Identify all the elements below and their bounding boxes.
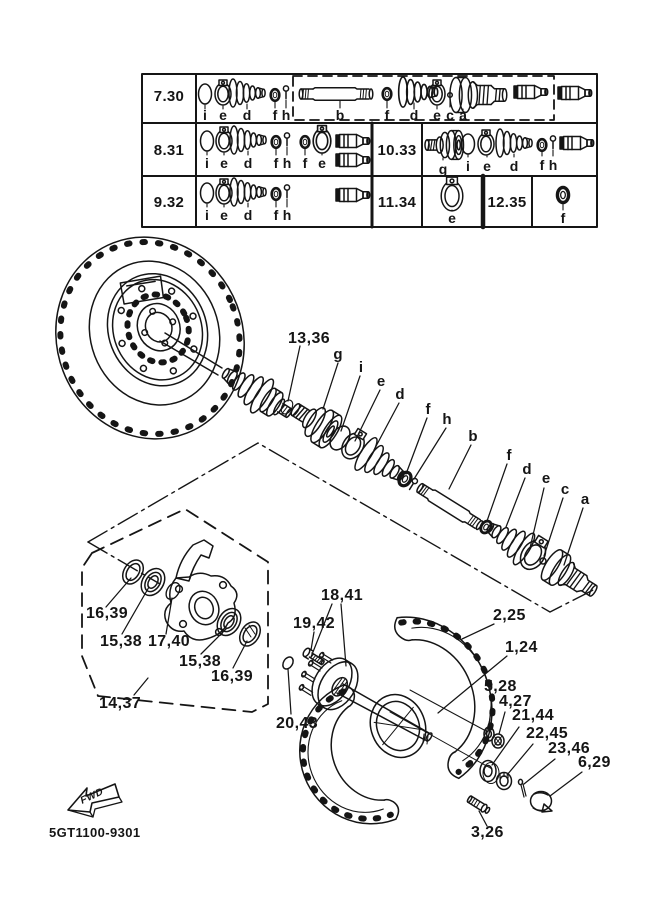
part-letter: h [282,207,292,223]
part-letter: d [509,158,519,174]
axle-letter-f: f [425,401,431,418]
callout-16-39: 16,39 [86,605,129,622]
part-letter: e [220,207,228,223]
fwd-label: FWD [79,785,105,808]
callout-14-37: 14,37 [99,695,142,712]
part-letter: e [483,158,491,174]
part-letter: f [302,155,308,171]
part-letter: f [384,107,390,123]
table-row1-parts [199,77,592,113]
callout-2-25: 2,25 [493,607,526,624]
axle-letter-d2: d [522,461,532,478]
drive-axle-outer-parts [415,482,604,607]
cotter-pin-23-46 [519,779,527,797]
part-letter: e [220,155,228,171]
axle-letter-c: c [560,481,570,498]
axle-letter-e2: e [541,470,551,487]
axle-letter-g: g [333,346,343,363]
part-letter: e [318,155,326,171]
valve-stem [466,795,491,815]
steering-knuckle [165,540,237,640]
callout-3-26: 3,26 [471,824,504,841]
part-letter: f [272,107,278,123]
part-letter: b [335,107,345,123]
callout-22-45: 22,45 [526,725,569,742]
wheel-studs [294,649,333,696]
table-ref-11-34: 11.34 [377,194,417,211]
axle-letter-h: h [442,411,452,428]
table-ref-9-32: 9.32 [153,194,185,211]
table-ref-8-31: 8.31 [153,142,185,159]
front-wheel-brake-disc [27,209,274,466]
callout-16-39-b: 16,39 [211,668,254,685]
callout-15-38-b: 15,38 [179,653,222,670]
drawing-code: 5GT1100-9301 [49,825,141,840]
table-ref-10-33: 10.33 [377,142,417,159]
callout-5-28: 5,28 [484,678,517,695]
callout-17-40: 17,40 [148,633,191,650]
part-letter: h [281,107,291,123]
part-letter: d [242,107,252,123]
table-ref-12-35: 12.35 [487,194,527,211]
callout-23-46: 23,46 [548,740,591,757]
callout-1-24: 1,24 [505,639,538,656]
table-row2b-parts [425,129,594,160]
wheel-axle-inner-joint [160,333,297,425]
callout-15-38: 15,38 [100,633,143,650]
part-letter: i [205,207,209,223]
part-letter: i [203,107,207,123]
part-letter: h [282,155,292,171]
part-letter: e [448,210,456,226]
axle-letter-b: b [468,428,478,445]
axle-letter-d: d [395,386,405,403]
part-letter: i [466,158,470,174]
callout-4-27: 4,27 [499,693,532,710]
axle-letter-f2: f [506,447,512,464]
axle-letter-e: e [376,373,386,390]
part-letter: d [243,155,253,171]
part-letter: f [273,155,279,171]
part-letter: h [548,157,558,173]
table-ref-7-30: 7.30 [153,88,185,105]
hub-cap-6-29 [531,792,553,813]
part-letter: e [219,107,227,123]
assembly-centerline-branch [88,542,160,584]
part-letter: g [438,161,448,177]
part-letter: d [243,207,253,223]
callout-19-42: 19,42 [293,615,336,632]
callout-20-43: 20,43 [276,715,319,732]
part-letter: f [273,207,279,223]
axle-letter-i: i [358,359,364,376]
part-letter: e [433,107,441,123]
drive-axle-inner-parts [283,392,418,493]
callout-6-29: 6,29 [578,754,611,771]
wheel-rim [361,686,434,765]
callout-21-44: 21,44 [512,707,555,724]
part-letter: f [539,157,545,173]
part-letter: a [459,107,467,123]
axle-letter-a: a [580,491,590,508]
callout-13-36: 13,36 [288,330,331,347]
part-letter: f [560,210,566,226]
callout-18-41: 18,41 [321,587,364,604]
part-letter: c [446,107,454,123]
part-letter: i [205,155,209,171]
part-letter: d [409,107,419,123]
